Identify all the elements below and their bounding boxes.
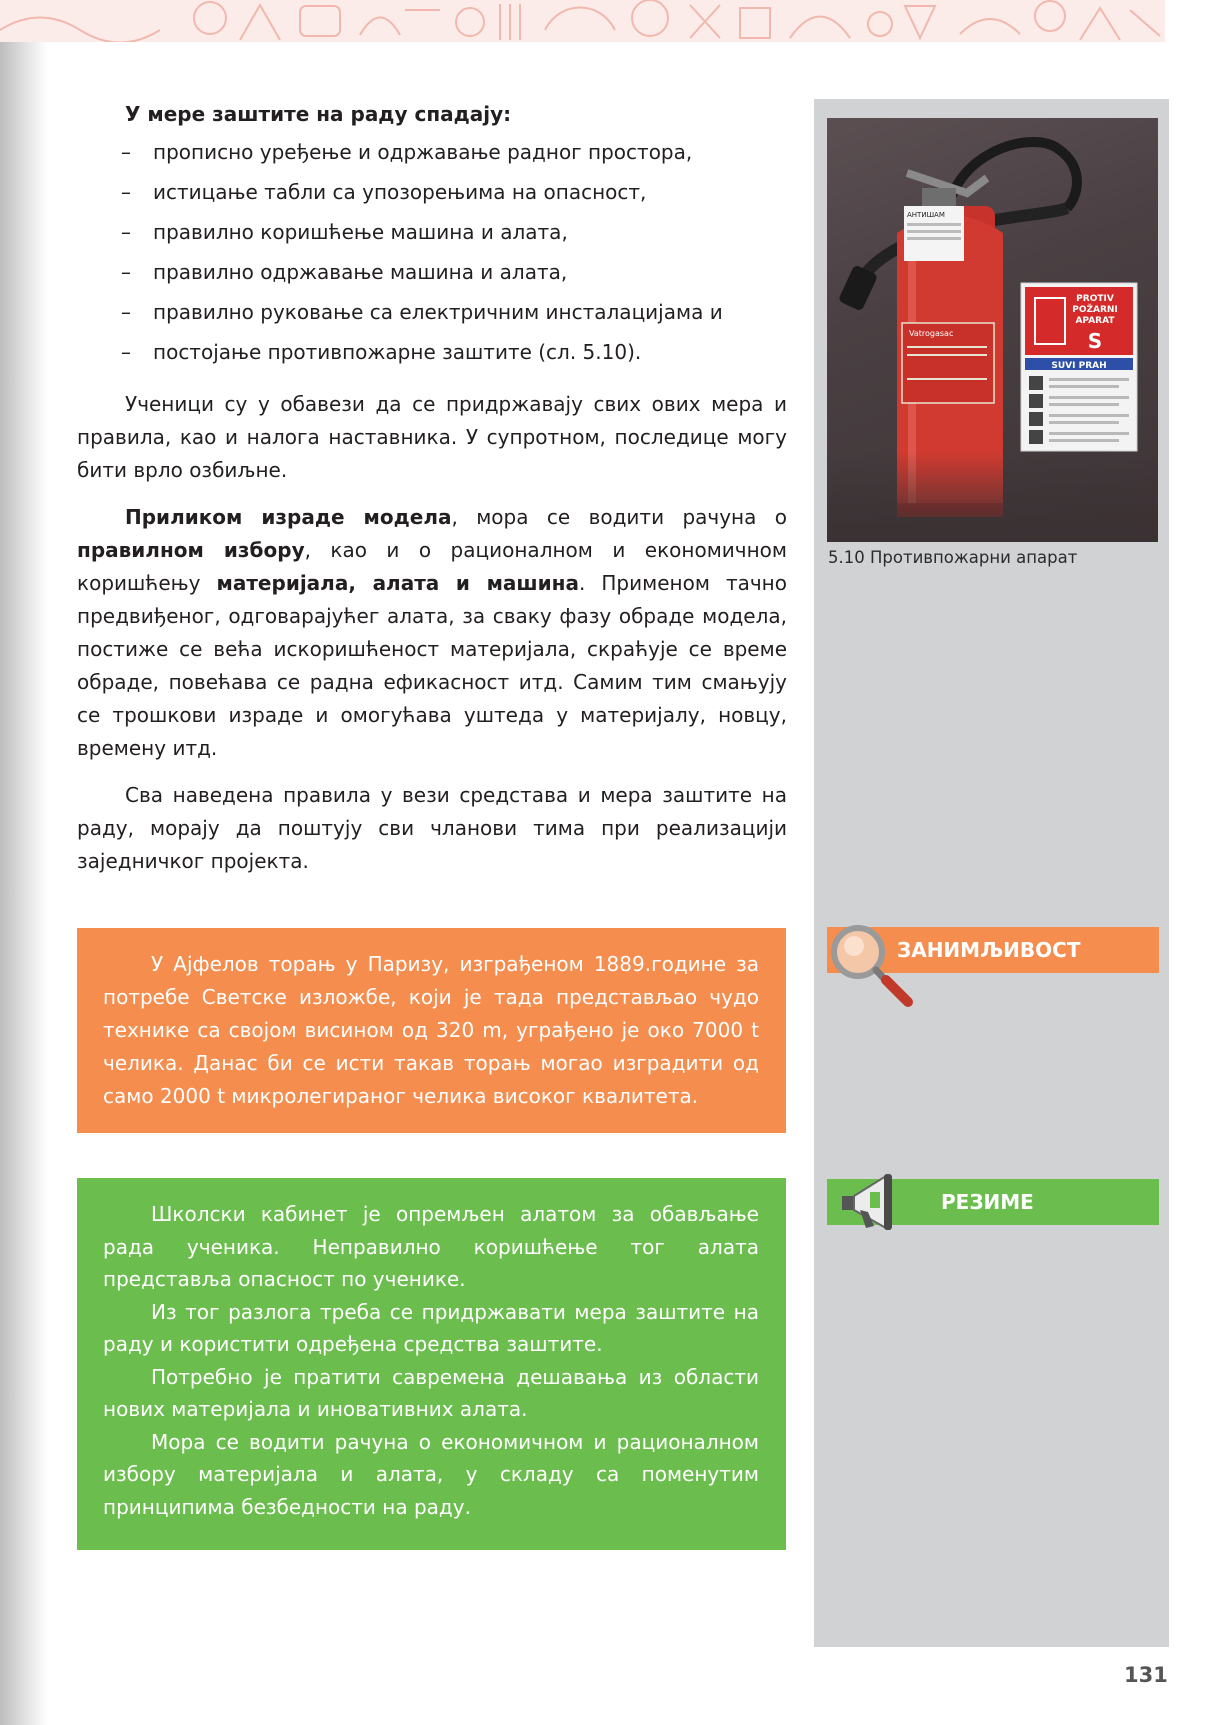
list-item: [77, 332, 787, 372]
text-run: . Применом тачно предвиђеног, одговарајућег алата, за сваку фазу обраде модела, постиже се већа искоришћеност материјала, скраћује се време обраде, повећава се радна ефикасност итд. Самим тим смањују се трошкови израде и омогућава уштеда у материјалу, новцу, времену итд.: [77, 571, 787, 760]
sign-band-text: SUVI PRAH: [1051, 361, 1107, 371]
summary-paragraph: Из тог разлога треба се придржавати мера заштите на раду и користити одређена средства заштите.: [103, 1299, 759, 1356]
bold-phrase: Приликом израде модела: [125, 505, 452, 529]
summary-paragraph: Потребно је пратити савремена дешавања из области нових материјала и иновативних алата.: [103, 1364, 759, 1421]
interesting-fact-box: У Ајфелов торањ у Паризу, изграђеном 1889.године за потребе Светске изложбе, који је тада представљао чудо технике са својом висином од 320 m, уграђено је око 7000 t челика. Данас би се исти такав торањ могао изградити од само 2000 t микролегираног челика високог квалитета.: [77, 928, 786, 1133]
main-text-column: [77, 98, 787, 878]
bullet-dash: –: [121, 260, 131, 284]
fire-extinguisher-photo: [827, 118, 1158, 542]
team-rules-paragraph: Сва наведена правила у вези средстава и мера заштите на раду, морају да поштују сви чланови тима при реализацији заједничког пројекта.: [77, 783, 787, 873]
list-item-text: истицање табли са упозорењима на опасност,: [153, 180, 647, 204]
list-item: [77, 292, 787, 332]
bold-phrase: правилном избору: [77, 538, 305, 562]
sign-text-line-2: POŽARNI: [1072, 305, 1118, 315]
sign-text-line-1: PROTIV: [1076, 294, 1114, 304]
measures-list: [77, 132, 787, 372]
bullet-dash: –: [121, 220, 131, 244]
text-run: , мора се водити рачуна о: [451, 505, 787, 529]
bullet-dash: –: [121, 180, 131, 204]
list-item: [77, 212, 787, 252]
list-item: [77, 132, 787, 172]
summary-label: РЕЗИМЕ: [941, 1190, 1034, 1214]
list-item: [77, 172, 787, 212]
summary-box: [77, 1178, 786, 1550]
bold-phrase: материјала, алата и машина: [216, 571, 579, 595]
text-run: , као и о рационалном и економичном коришћењу: [77, 538, 788, 595]
list-item-text: прописно уређење и одржавање радног простора,: [153, 140, 693, 164]
photo-floor-shadow: [827, 452, 1158, 542]
decorative-header-banner: [0, 0, 1165, 42]
extinguisher-label-text: Vatrogasac: [909, 329, 954, 338]
list-item-text: постојање противпожарне заштите (сл. 5.10).: [153, 340, 642, 364]
summary-paragraph: Мора се водити рачуна о економичном и рационалном избору материјала и алата, у складу са поменутим принципима безбедности на раду.: [103, 1429, 759, 1519]
magnifier-icon: [826, 922, 916, 1008]
list-item-text: правилно одржавање машина и алата,: [153, 260, 568, 284]
list-item-text: правилно коришћење машина и алата,: [153, 220, 568, 244]
page-number: 131: [1124, 1663, 1168, 1687]
figure-caption: 5.10 Противпожарни апарат: [828, 548, 1078, 567]
sign-text-line-3: APARAT: [1075, 316, 1115, 326]
measures-heading: У мере заштите на раду спадају:: [125, 102, 512, 126]
svg-text:АНТИШАМ: АНТИШАМ: [907, 211, 945, 219]
students-obligation-paragraph: Ученици су у обавези да се придржавају свих ових мера и правила, као и налога наставника. У супротном, последице могу бити врло озбиљне.: [77, 392, 787, 482]
list-item: [77, 252, 787, 292]
list-item-text: правилно руковање са електричним инсталацијама и: [153, 300, 723, 324]
megaphone-icon: [834, 1166, 904, 1232]
summary-paragraph: Школски кабинет је опремљен алатом за обављање рада ученика. Неправилно коришћење тог алата представља опасност по ученике.: [103, 1202, 759, 1291]
model-making-paragraph: [77, 501, 787, 765]
bullet-dash: –: [121, 140, 131, 164]
bullet-dash: –: [121, 300, 131, 324]
bullet-dash: –: [121, 340, 131, 364]
banner-ornament-pattern: [0, 0, 1165, 42]
sign-letter: S: [1087, 329, 1103, 353]
page-spine-shadow: [0, 0, 48, 1725]
interesting-label: ЗАНИМЉИВОСТ: [897, 938, 1081, 962]
